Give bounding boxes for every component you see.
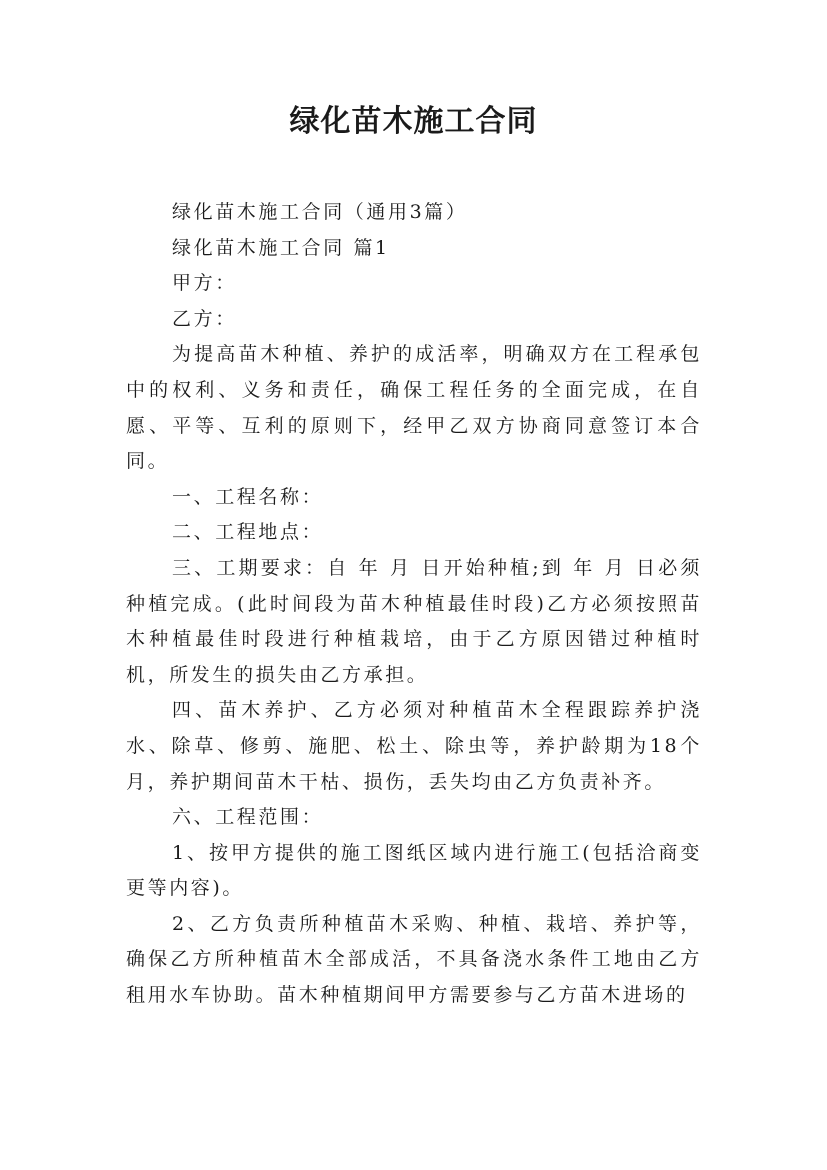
paragraph-scope-item-1: 1、按甲方提供的施工图纸区域内进行施工(包括洽商变更等内容)。 [126, 841, 702, 900]
paragraph-preamble: 为提高苗木种植、养护的成活率，明确双方在工程承包中的权利、义务和责任，确保工程任务的全面完成，在自愿、平等、互利的原则下，经甲乙双方协商同意签订本合同。 [126, 343, 702, 473]
paragraph-section-heading: 绿化苗木施工合同 篇1 [172, 236, 390, 259]
paragraph-project-name: 一、工程名称： [172, 485, 324, 508]
document-title: 绿化苗木施工合同 [289, 104, 538, 139]
paragraph-scope-item-2: 2、乙方负责所种植苗木采购、种植、栽培、养护等，确保乙方所种植苗木全部成活，不具备浇水条件工地由乙方租用水车协助。苗木种植期间甲方需要参与乙方苗木进场的 [126, 912, 702, 1007]
paragraph-project-location: 二、工程地点： [172, 521, 324, 544]
paragraph-party-a: 甲方： [172, 272, 237, 295]
document-body [126, 195, 702, 1014]
paragraph-subtitle: 绿化苗木施工合同（通用3篇） [172, 201, 468, 223]
paragraph-schedule: 三、工期要求：自 年 月 日开始种植;到 年 月 日必须种植完成。(此时间段为苗木种植最佳时段)乙方必须按照苗木种植最佳时段进行种植栽培，由于乙方原因错过种植时机，所发生的损失由乙方承担。 [126, 556, 702, 686]
paragraph-scope-heading: 六、工程范围： [172, 806, 324, 829]
paragraph-maintenance: 四、苗木养护、乙方必须对种植苗木全程跟踪养护浇水、除草、修剪、施肥、松土、除虫等，养护龄期为18个月，养护期间苗木干枯、损伤，丢失均由乙方负责补齐。 [126, 699, 702, 793]
paragraph-party-b: 乙方： [172, 307, 237, 330]
